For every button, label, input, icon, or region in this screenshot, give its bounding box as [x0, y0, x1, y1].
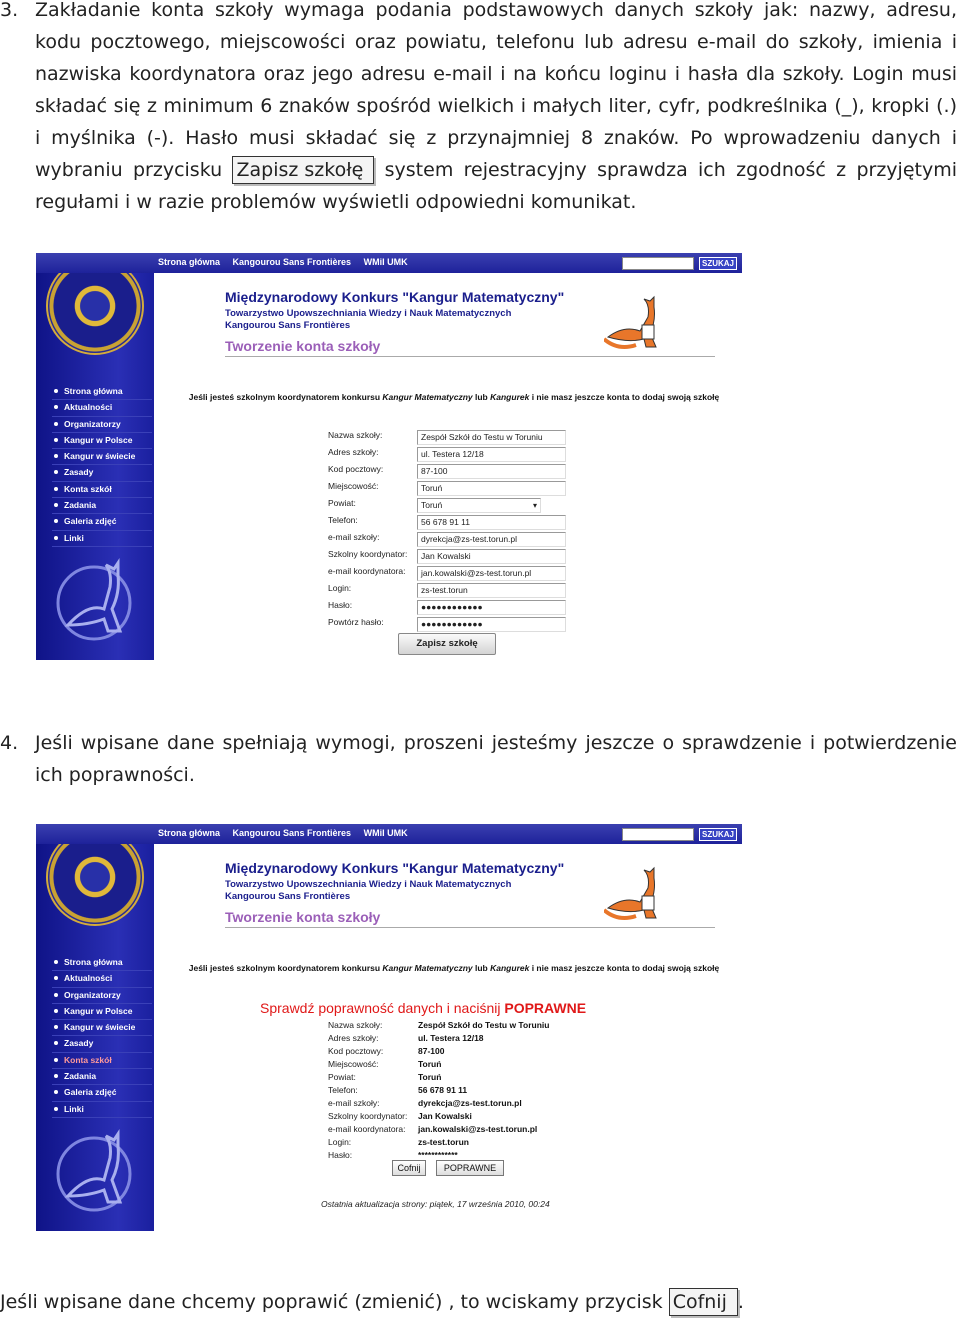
kangaroo-logo-icon: [48, 553, 140, 645]
password-value: ************: [418, 1150, 458, 1160]
step-4-number: 4.: [0, 732, 19, 754]
save-school-button-reference: Zapisz szkołę: [232, 156, 374, 184]
menu-item-poland[interactable]: Kangur w Polsce: [52, 1004, 152, 1020]
school-name-value: Zespół Szkół do Testu w Toruniu: [418, 1020, 550, 1030]
menu-item-rules[interactable]: Zasady: [52, 1036, 152, 1052]
top-link-ksf[interactable]: Kangourou Sans Frontières: [232, 257, 352, 267]
menu-item-poland[interactable]: Kangur w Polsce: [52, 433, 152, 449]
menu-item-world[interactable]: Kangur w świecie: [52, 1020, 152, 1036]
last-update-text: Ostatnia aktualizacja strony: piątek, 17 września 2010, 00:24: [321, 1199, 550, 1209]
coordinator-input[interactable]: Jan Kowalski: [417, 549, 566, 564]
password-repeat-input[interactable]: ●●●●●●●●●●●●: [417, 617, 566, 632]
login-value: zs-test.torun: [418, 1137, 469, 1147]
school-email-input[interactable]: dyrekcja@zs-test.torun.pl: [417, 532, 566, 547]
menu-item-school-accounts[interactable]: Konta szkół: [52, 1053, 152, 1069]
menu-item-organizers[interactable]: Organizatorzy: [52, 988, 152, 1004]
kangaroo-mascot-icon: [604, 295, 664, 353]
save-school-button[interactable]: Zapisz szkołę: [398, 633, 496, 655]
menu-item-news[interactable]: Aktualności: [52, 971, 152, 987]
menu-item-tasks[interactable]: Zadania: [52, 498, 152, 514]
page-heading: Tworzenie konta szkoły: [225, 338, 381, 354]
confirmation-screenshot: Strona główna Kangourou Sans Frontières WMiI UMK SZUKAJ Międzynarodowy Konkurs "Kangur Matematyczny" Towarzystwo Upowszechniania Wiedzy i Nauk Matematycznych Kangourou Sans Frontières Tworzenie konta szkoły Strona główna Aktualności Organizatorzy Kangur w Polsce Kangur w świecie Zasady Konta szkół Zadania Galeria zdjęć Linki Jeśli jesteś szkolnym koordynatorem konkursu Kangur Matematyczny lub Kangurek i nie masz jeszcze konta to dodaj swoją szkołę Sprawdź poprawność danych i naciśnij POPRAWNE Nazwa szkoły: Zespół Szkół do Testu w Toruniu Adres szkoły: ul. Testera 12/18 Kod pocztowy: 87-100 Miejscowość: Toruń Powiat: Toruń Telefon: 56 678 91 11 e-mail szkoły: dyrekcja@zs-test.torun.pl Szkolny koordynator: Jan Kowalski e-mail koordynatora: jan.kowalski@zs-test.torun.pl Login: zs-test.torun Hasło: ************ Cofnij POPRAWNE Ostatnia aktualizacja strony: piątek, 17 września 2010, 00:24: [36, 824, 742, 1231]
menu-item-world[interactable]: Kangur w świecie: [52, 449, 152, 465]
coordinator-value: Jan Kowalski: [418, 1111, 472, 1121]
district-select[interactable]: Toruń ▾: [417, 498, 541, 513]
search-button[interactable]: SZUKAJ: [699, 257, 737, 270]
search-input[interactable]: [622, 828, 694, 841]
search-button[interactable]: SZUKAJ: [699, 828, 737, 841]
postcode-value: 87-100: [418, 1046, 445, 1056]
step-3-number: 3.: [0, 0, 19, 21]
intro-text: Jeśli jesteś szkolnym koordynatorem konkursu Kangur Matematyczny lub Kangurek i nie masz jeszcze konta to dodaj swoją szkołę: [188, 963, 720, 973]
back-button-reference: Cofnij: [669, 1288, 738, 1316]
site-subtitle-1: Towarzystwo Upowszechniania Wiedzy i Nauk Matematycznych: [225, 308, 512, 319]
final-instruction: [0, 1286, 744, 1318]
menu-item-tasks[interactable]: Zadania: [52, 1069, 152, 1085]
coordinator-email-value: jan.kowalski@zs-test.torun.pl: [418, 1124, 538, 1134]
top-link-wmii[interactable]: WMiI UMK: [363, 257, 408, 267]
menu-item-home[interactable]: Strona główna: [52, 384, 152, 400]
city-input[interactable]: Toruń: [417, 481, 566, 496]
sidebar-menu: [52, 384, 152, 547]
coordinator-email-input[interactable]: jan.kowalski@zs-test.torun.pl: [417, 566, 566, 581]
intro-text: Jeśli jesteś szkolnym koordynatorem konkursu Kangur Matematyczny lub Kangurek i nie masz jeszcze konta to dodaj swoją szkołę: [188, 392, 720, 402]
heading-divider: [225, 356, 715, 357]
site-subtitle-2: Kangourou Sans Frontières: [225, 891, 351, 902]
registration-form-screenshot: Strona główna Kangourou Sans Frontières WMiI UMK SZUKAJ Międzynarodowy Konkurs "Kangur Matematyczny" Towarzystwo Upowszechniania Wiedzy i Nauk Matematycznych Kangourou Sans Frontières Tworzenie konta szkoły Strona główna Aktualności Organizatorzy Kangur w Polsce Kangur w świecie Zasady Konta szkół Zadania Galeria zdjęć Linki Jeśli jesteś szkolnym koordynatorem konkursu Kangur Matematyczny lub Kangurek i nie masz jeszcze konta to dodaj swoją szkołę Nazwa szkoły: Zespół Szkół do Testu w Toruniu Adres szkoły: ul. Testera 12/18 Kod pocztowy: 87-100 Miejscowość: Toruń Powiat: Toruń ▾ Telefon: 56 678 91 11 e-mail szkoły: dyrekcja@zs-test.torun.pl Szkolny koordynator: Jan Kowalski e-mail koordynatora: jan.kowalski@zs-test.torun.pl Login: zs-test.torun Hasło: ●●●●●●●●●●●● Powtórz hasło: ●●●●●●●●●●●● Zapisz szkołę: [36, 253, 742, 660]
confirmation-warning: Sprawdź poprawność danych i naciśnij POPRAWNE: [260, 1000, 587, 1016]
menu-item-gallery[interactable]: Galeria zdjęć: [52, 514, 152, 530]
phone-value: 56 678 91 11: [418, 1085, 468, 1095]
address-input[interactable]: ul. Testera 12/18: [417, 447, 566, 462]
menu-item-rules[interactable]: Zasady: [52, 465, 152, 481]
confirm-button[interactable]: POPRAWNE: [436, 1160, 504, 1176]
kangaroo-mascot-icon: [604, 866, 664, 924]
city-value: Toruń: [418, 1059, 442, 1069]
menu-item-links[interactable]: Linki: [52, 531, 152, 547]
final-period: .: [737, 1291, 744, 1313]
menu-item-home[interactable]: Strona główna: [52, 955, 152, 971]
top-link-home[interactable]: Strona główna: [158, 828, 221, 838]
password-input[interactable]: ●●●●●●●●●●●●: [417, 600, 566, 615]
back-button[interactable]: Cofnij: [392, 1160, 426, 1176]
step-3-paragraph: [35, 0, 957, 218]
menu-item-school-accounts[interactable]: Konta szkół: [52, 482, 152, 498]
site-title: Międzynarodowy Konkurs "Kangur Matematyczny": [225, 860, 565, 876]
menu-item-organizers[interactable]: Organizatorzy: [52, 417, 152, 433]
menu-item-gallery[interactable]: Galeria zdjęć: [52, 1085, 152, 1101]
page-heading: Tworzenie konta szkoły: [225, 909, 381, 925]
district-value: Toruń: [418, 1072, 442, 1082]
postcode-input[interactable]: 87-100: [417, 464, 566, 479]
final-text: Jeśli wpisane dane chcemy poprawić (zmienić) , to wciskamy przycisk: [0, 1291, 663, 1313]
phone-input[interactable]: 56 678 91 11: [417, 515, 566, 530]
school-name-input[interactable]: Zespół Szkół do Testu w Toruniu: [417, 430, 566, 445]
address-value: ul. Testera 12/18: [418, 1033, 484, 1043]
menu-item-links[interactable]: Linki: [52, 1102, 152, 1118]
step-3-text-after: system rejestracyjny sprawdza ich zgodność z przyjętymi regułami i w razie problemów wyświetli odpowiedni komunikat.: [35, 159, 957, 213]
top-link-home[interactable]: Strona główna: [158, 257, 221, 267]
sidebar-menu: [52, 955, 152, 1118]
heading-divider: [225, 927, 715, 928]
school-email-value: dyrekcja@zs-test.torun.pl: [418, 1098, 522, 1108]
menu-item-news[interactable]: Aktualności: [52, 400, 152, 416]
top-link-wmii[interactable]: WMiI UMK: [363, 828, 408, 838]
step-4-paragraph: Jeśli wpisane dane spełniają wymogi, proszeni jesteśmy jeszcze o sprawdzenie i potwierdzenie ich poprawności.: [35, 732, 957, 786]
site-subtitle-2: Kangourou Sans Frontières: [225, 320, 351, 331]
top-link-ksf[interactable]: Kangourou Sans Frontières: [232, 828, 352, 838]
login-input[interactable]: zs-test.torun: [417, 583, 566, 598]
kangaroo-logo-icon: [48, 1124, 140, 1216]
search-input[interactable]: [622, 257, 694, 270]
site-subtitle-1: Towarzystwo Upowszechniania Wiedzy i Nauk Matematycznych: [225, 879, 512, 890]
step-3-text-before: Zakładanie konta szkoły wymaga podania podstawowych danych szkoły jak: nazwy, adresu, kodu pocztowego, miejscowości oraz powiatu, telefonu lub adresu e-mail do szkoły, imienia i nazwiska koordynatora oraz jego adresu e-mail i na końcu loginu i hasła dla szkoły. Login musi składać się z minimum 6 znaków spośród wielkich i małych liter, cyfr, podkreślnika (_), kropki (.) i myślnika (-). Hasło musi składać się z przynajmniej 8 znaków. Po wprowadzeniu danych i wybraniu przycisku: [35, 0, 957, 181]
site-title: Międzynarodowy Konkurs "Kangur Matematyczny": [225, 289, 565, 305]
